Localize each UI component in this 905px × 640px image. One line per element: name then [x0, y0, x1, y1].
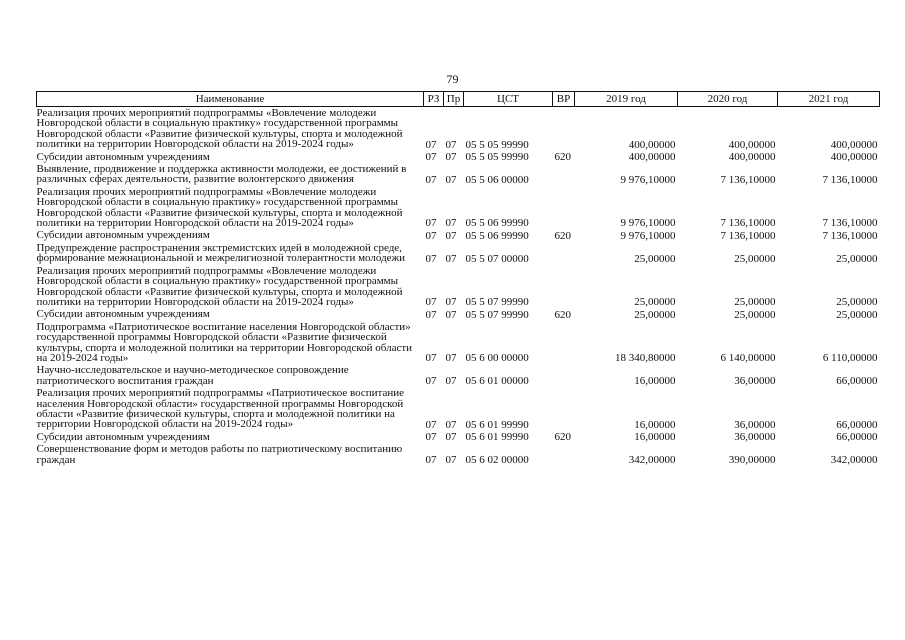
cell-pr: 07	[445, 308, 457, 321]
cell-rz: 07	[425, 431, 437, 444]
cell-cst: 05 6 01 00000	[465, 375, 529, 388]
cell-2020: 36,00000	[734, 418, 776, 431]
cell-pr: 07	[445, 217, 457, 230]
cell-cst: 05 5 07 99990	[465, 296, 529, 309]
cell-pr: 07	[445, 418, 457, 431]
cell-vr: 620	[554, 431, 571, 444]
table-row	[37, 443, 880, 466]
cell-2020: 400,00000	[728, 138, 776, 151]
cell-rz: 07	[425, 308, 437, 321]
cell-2020: 390,00000	[728, 454, 776, 466]
cell-vr	[553, 443, 575, 466]
cell-pr: 07	[445, 252, 457, 265]
cell-2021: 25,00000	[836, 252, 878, 265]
header-cst: ЦСТ	[464, 92, 553, 107]
cell-rz: 07	[425, 217, 437, 230]
table-row	[37, 107, 880, 151]
cell-vr	[553, 242, 575, 265]
cell-cst: 05 5 06 99990	[465, 229, 529, 242]
cell-2019: 25,00000	[634, 252, 676, 265]
cell-name: Реализация прочих мероприятий подпрограммы «Патриотическое воспитание населения Новгородской области» государственной программы Новгородской области «Развитие физической культуры, спорта и молодежной политики на территории Новгородской области на 2019-2024 годы»	[36, 387, 405, 431]
header-name: Наименование	[37, 92, 424, 107]
cell-2019: 16,00000	[634, 431, 676, 444]
cell-name: Субсидии автономным учреждениям	[36, 150, 210, 163]
cell-2021: 400,00000	[830, 138, 878, 151]
cell-vr: 620	[554, 229, 571, 242]
cell-2021: 6 110,00000	[822, 352, 878, 365]
cell-vr	[553, 364, 575, 387]
cell-2021: 400,00000	[830, 151, 878, 164]
cell-2019: 25,00000	[634, 296, 676, 309]
cell-2021: 66,00000	[836, 418, 878, 431]
cell-cst: 05 6 00 00000	[465, 352, 529, 365]
table-row	[37, 265, 880, 309]
cell-name: Субсидии автономным учреждениям	[36, 430, 210, 443]
cell-2021: 7 136,10000	[822, 229, 878, 242]
cell-rz: 07	[425, 151, 437, 164]
cell-2020: 25,00000	[734, 296, 776, 309]
cell-pr: 07	[445, 229, 457, 242]
cell-name: Научно-исследовательское и научно-методическое сопровождение патриотического воспитания граждан	[36, 364, 349, 387]
cell-2019: 9 976,10000	[620, 229, 676, 242]
cell-rz: 07	[425, 375, 437, 388]
cell-name: Выявление, продвижение и поддержка активности молодежи, ее достижений в различных сферах деятельности, развитие волонтерского движения	[36, 163, 407, 186]
cell-2021: 66,00000	[836, 431, 878, 444]
cell-vr	[553, 387, 575, 431]
header-vr: ВР	[553, 92, 575, 107]
cell-cst: 05 5 06 00000	[465, 173, 529, 186]
cell-2020: 7 136,10000	[720, 229, 776, 242]
cell-pr: 07	[445, 138, 457, 151]
cell-2019: 400,00000	[628, 151, 676, 164]
table-row	[37, 163, 880, 186]
cell-2021: 342,00000	[830, 454, 878, 466]
cell-pr: 07	[445, 151, 457, 164]
cell-pr: 07	[445, 454, 457, 466]
cell-2019: 400,00000	[628, 138, 676, 151]
cell-rz: 07	[425, 252, 437, 265]
cell-2020: 7 136,10000	[720, 173, 776, 186]
cell-pr: 07	[445, 352, 457, 365]
cell-vr	[553, 163, 575, 186]
cell-2019: 18 340,80000	[615, 352, 676, 365]
cell-rz: 07	[425, 138, 437, 151]
cell-2021: 25,00000	[836, 308, 878, 321]
cell-cst: 05 5 05 99990	[465, 151, 529, 164]
cell-2019: 16,00000	[634, 418, 676, 431]
cell-vr	[553, 265, 575, 309]
header-2019: 2019 год	[575, 92, 678, 107]
page-number: 79	[446, 72, 459, 86]
header-rz: РЗ	[424, 92, 444, 107]
table-row	[37, 242, 880, 265]
cell-rz: 07	[425, 229, 437, 242]
table-header-row	[37, 92, 880, 107]
cell-2020: 36,00000	[734, 431, 776, 444]
cell-vr	[553, 321, 575, 365]
cell-2020: 400,00000	[728, 151, 776, 164]
header-2021: 2021 год	[778, 92, 880, 107]
cell-2021: 7 136,10000	[822, 217, 878, 230]
cell-cst: 05 5 05 99990	[465, 138, 529, 151]
cell-vr	[553, 186, 575, 230]
cell-2020: 25,00000	[734, 308, 776, 321]
cell-2021: 7 136,10000	[822, 173, 878, 186]
cell-rz: 07	[425, 454, 437, 466]
cell-name: Реализация прочих мероприятий подпрограммы «Вовлечение молодежи Новгородской области в социальную практику» государственной программы Новгородской области «Развитие физической культуры, спорта и молодежной политики на территории Новгородской области на 2019-2024 годы»	[36, 264, 403, 308]
cell-name: Реализация прочих мероприятий подпрограммы «Вовлечение молодежи Новгородской области в социальную практику» государственной программы Новгородской области «Развитие физической культуры, спорта и молодежной политики на территории Новгородской области на 2019-2024 годы»	[36, 185, 403, 230]
budget-table	[36, 91, 880, 466]
cell-2019: 9 976,10000	[620, 217, 676, 230]
table-body	[37, 107, 880, 467]
cell-2020: 25,00000	[734, 252, 776, 265]
cell-2021: 66,00000	[836, 375, 878, 388]
cell-vr: 620	[554, 151, 571, 164]
cell-name: Подпрограмма «Патриотическое воспитание населения Новгородской области» государственной программы Новгородской области «Развитие физической культуры, спорта и молодежной политики на территории Новгородской области на 2019-2024 годы»	[36, 320, 413, 364]
cell-2019: 342,00000	[628, 454, 676, 466]
cell-vr: 620	[554, 308, 571, 321]
cell-cst: 05 5 07 99990	[465, 308, 529, 321]
cell-name: Совершенствование форм и методов работы по патриотическому воспитанию граждан	[36, 443, 403, 466]
cell-pr: 07	[445, 296, 457, 309]
cell-rz: 07	[425, 173, 437, 186]
table-row	[37, 431, 880, 443]
cell-rz: 07	[425, 418, 437, 431]
cell-cst: 05 5 06 99990	[465, 217, 529, 230]
table-row	[37, 308, 880, 320]
cell-cst: 05 5 07 00000	[465, 252, 529, 265]
header-2020: 2020 год	[678, 92, 778, 107]
cell-2021: 25,00000	[836, 296, 878, 309]
table-row	[37, 321, 880, 365]
table-row	[37, 151, 880, 163]
cell-cst: 05 6 02 00000	[465, 454, 529, 466]
table-row	[37, 387, 880, 431]
table-row	[37, 229, 880, 241]
cell-name: Реализация прочих мероприятий подпрограммы «Вовлечение молодежи Новгородской области в социальную практику» государственной программы Новгородской области «Развитие физической культуры, спорта и молодежной политики на территории Новгородской области на 2019-2024 годы»	[36, 107, 403, 151]
cell-2020: 36,00000	[734, 375, 776, 388]
table-row	[37, 364, 880, 387]
cell-name: Предупреждение распространения экстремистских идей в молодежной среде, формирование межнациональной и межрелигиозной толерантности молодежи	[36, 241, 406, 265]
cell-2019: 9 976,10000	[620, 173, 676, 186]
cell-rz: 07	[425, 352, 437, 365]
cell-pr: 07	[445, 375, 457, 388]
cell-pr: 07	[445, 173, 457, 186]
cell-name: Субсидии автономным учреждениям	[36, 229, 210, 242]
cell-2020: 7 136,10000	[720, 217, 776, 230]
cell-pr: 07	[445, 431, 457, 444]
cell-2019: 25,00000	[634, 308, 676, 321]
table-row	[37, 186, 880, 230]
cell-rz: 07	[425, 296, 437, 309]
cell-2020: 6 140,00000	[720, 352, 776, 365]
cell-name: Субсидии автономным учреждениям	[36, 308, 210, 321]
cell-vr	[553, 107, 575, 151]
cell-cst: 05 6 01 99990	[465, 431, 529, 444]
cell-2019: 16,00000	[634, 375, 676, 388]
cell-cst: 05 6 01 99990	[465, 418, 529, 431]
header-pr: Пр	[444, 92, 464, 107]
